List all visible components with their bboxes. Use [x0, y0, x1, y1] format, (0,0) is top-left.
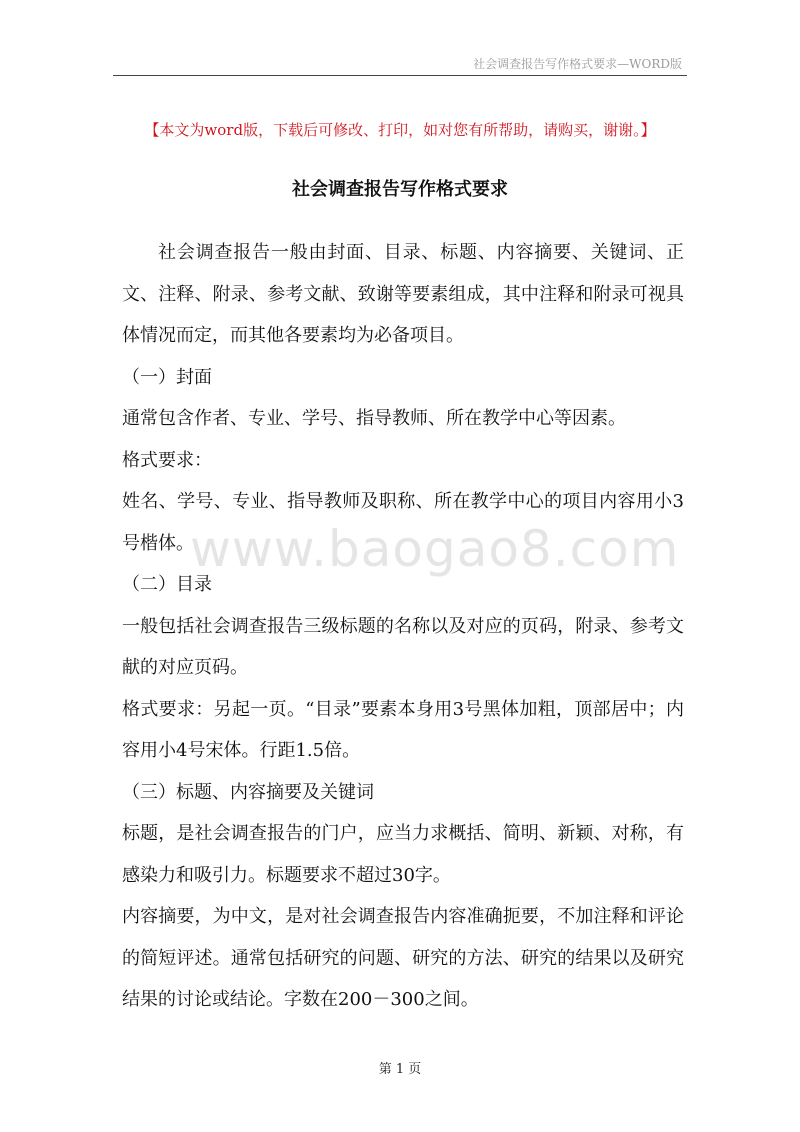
document-title: 社会调查报告写作格式要求 — [292, 179, 508, 200]
section-heading-toc: （二）目录 — [122, 574, 212, 595]
page-number: 第 1 页 — [378, 1062, 422, 1077]
intro-paragraph: 社会调查报告一般由封面、目录、标题、内容摘要、关键词、正文、注释、附录、参考文献、致谢等要素组成，其中注释和附录可视具体情况而定，而其他各要素均为必备项目。 — [122, 242, 684, 346]
watermark: www.baogao8.com — [190, 520, 680, 578]
body-paragraph: 标题，是社会调查报告的门户，应当力求概括、简明、新颖、对称，有感染力和吸引力。标题要求不超过30字。 — [122, 823, 684, 886]
body-paragraph: 姓名、学号、专业、指导教师及职称、所在教学中心的项目内容用小3号楷体。 — [122, 491, 684, 554]
body-paragraph: 内容摘要，为中文，是对社会调查报告内容准确扼要，不加注释和评论的简短评述。通常包括研究的问题、研究的方法、研究的结果以及研究结果的讨论或结论。字数在200－300之间。 — [122, 906, 684, 1010]
download-notice: 【本文为word版，下载后可修改、打印，如对您有所帮助，请购买，谢谢。】 — [144, 121, 656, 139]
body-paragraph: 格式要求： — [122, 449, 212, 471]
document-body — [122, 232, 684, 1021]
page-header: 社会调查报告写作格式要求—WORD版 — [473, 57, 682, 71]
body-paragraph: 一般包括社会调查报告三级标题的名称以及对应的页码，附录、参考文献的对应页码。 — [122, 615, 684, 678]
body-paragraph: 格式要求：另起一页。“目录”要素本身用3号黑体加粗，顶部居中；内容用小4号宋体。行距1.5倍。 — [122, 698, 684, 761]
section-heading-cover: （一）封面 — [122, 366, 212, 388]
header-divider — [113, 75, 687, 76]
section-heading-title-abstract: （三）标题、内容摘要及关键词 — [122, 781, 374, 803]
body-paragraph: 通常包含作者、专业、学号、指导教师、所在教学中心等因素。 — [122, 408, 626, 429]
